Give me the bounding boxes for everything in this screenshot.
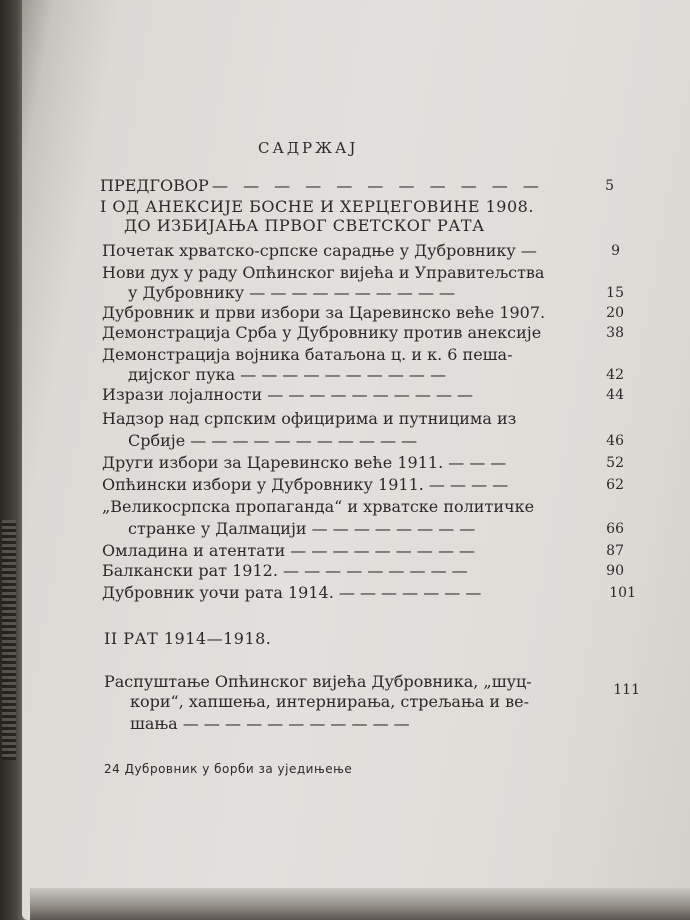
toc-entry-page: 87: [606, 543, 624, 559]
toc-entry-page: 62: [606, 477, 624, 493]
toc-entry-page: 44: [606, 387, 624, 403]
toc-entry-page: 101: [609, 585, 636, 601]
toc-entry-text: Нови дух у раду Опћинског вијећа и Управитељства: [102, 263, 545, 282]
section-2-title: II РАТ 1914—1918.: [104, 629, 272, 648]
page-footer: 24 Дубровник у борби за уједињење: [104, 762, 353, 776]
preface-title: ПРЕДГОВОР: [100, 176, 209, 195]
toc-entry-page: 20: [606, 305, 624, 321]
toc-entry-page: 38: [606, 325, 624, 341]
toc-entry-page: 15: [606, 285, 624, 301]
toc-entry-text: дијског пука — — — — — — — — — —: [128, 365, 447, 384]
toc-entry-page: 42: [606, 367, 624, 383]
toc-entry-text: Изрази лојалности — — — — — — — — — —: [102, 385, 474, 404]
toc-entry-page: 90: [606, 563, 624, 579]
spine-binding: [2, 520, 16, 760]
toc-entry-text: „Великосрпска пропаганда“ и хрватске политичке: [102, 497, 535, 516]
toc-entry-text: Демонстрација војника батаљона ц. и к. 6 пеша-: [102, 345, 513, 364]
toc-entry-text: Распуштање Опћинског вијећа Дубровника, „шуц-: [104, 672, 532, 691]
toc-entry-text: Други избори за Царевинско веће 1911. — — —: [102, 453, 507, 472]
toc-entry-text: Омладина и атентати — — — — — — — — —: [102, 541, 476, 560]
preface-leader: — — — — — — — — — — —: [212, 176, 544, 195]
page-edge: [30, 888, 690, 920]
preface-page: 5: [605, 178, 614, 194]
toc-entry-page: 9: [611, 243, 620, 259]
toc-entry-text: Опћински избори у Дубровнику 1911. — — — —: [102, 475, 509, 494]
section-1-title-line2: ДО ИЗБИЈАЊА ПРВОГ СВЕТСКОГ РАТА: [124, 216, 485, 235]
toc-entry-text: шања — — — — — — — — — — —: [130, 714, 410, 733]
contents-heading: САДРЖАЈ: [258, 139, 359, 157]
toc-entry-page: 66: [606, 521, 624, 537]
toc-entry-text: Дубровник уочи рата 1914. — — — — — — —: [102, 583, 482, 602]
toc-entry-text: у Дубровнику — — — — — — — — — —: [128, 283, 456, 302]
toc-entry-text: странке у Далмацији — — — — — — — —: [128, 519, 476, 538]
toc-entry-text: Дубровник и први избори за Царевинско веће 1907.: [102, 303, 546, 322]
section-1-title-line1: I ОД АНЕКСИЈЕ БОСНЕ И ХЕРЦЕГОВИНЕ 1908.: [100, 197, 534, 216]
toc-entry-page: 52: [606, 455, 624, 471]
toc-entry-text: Србије — — — — — — — — — — —: [128, 431, 418, 450]
toc-entry-page: 46: [606, 433, 624, 449]
toc-entry-text: Демонстрација Срба у Дубровнику против анексије: [102, 323, 542, 342]
toc-entry-text: Почетак хрватско-српске сарадње у Дубровнику —: [102, 241, 537, 260]
toc-entry-text: Надзор над српским официрима и путницима из: [102, 409, 517, 428]
toc-entry-text: кори“, хапшења, интернирања, стрељања и ве-: [130, 692, 529, 711]
toc-entry-page: 111: [613, 682, 640, 698]
toc-entry-text: Балкански рат 1912. — — — — — — — — —: [102, 561, 468, 580]
